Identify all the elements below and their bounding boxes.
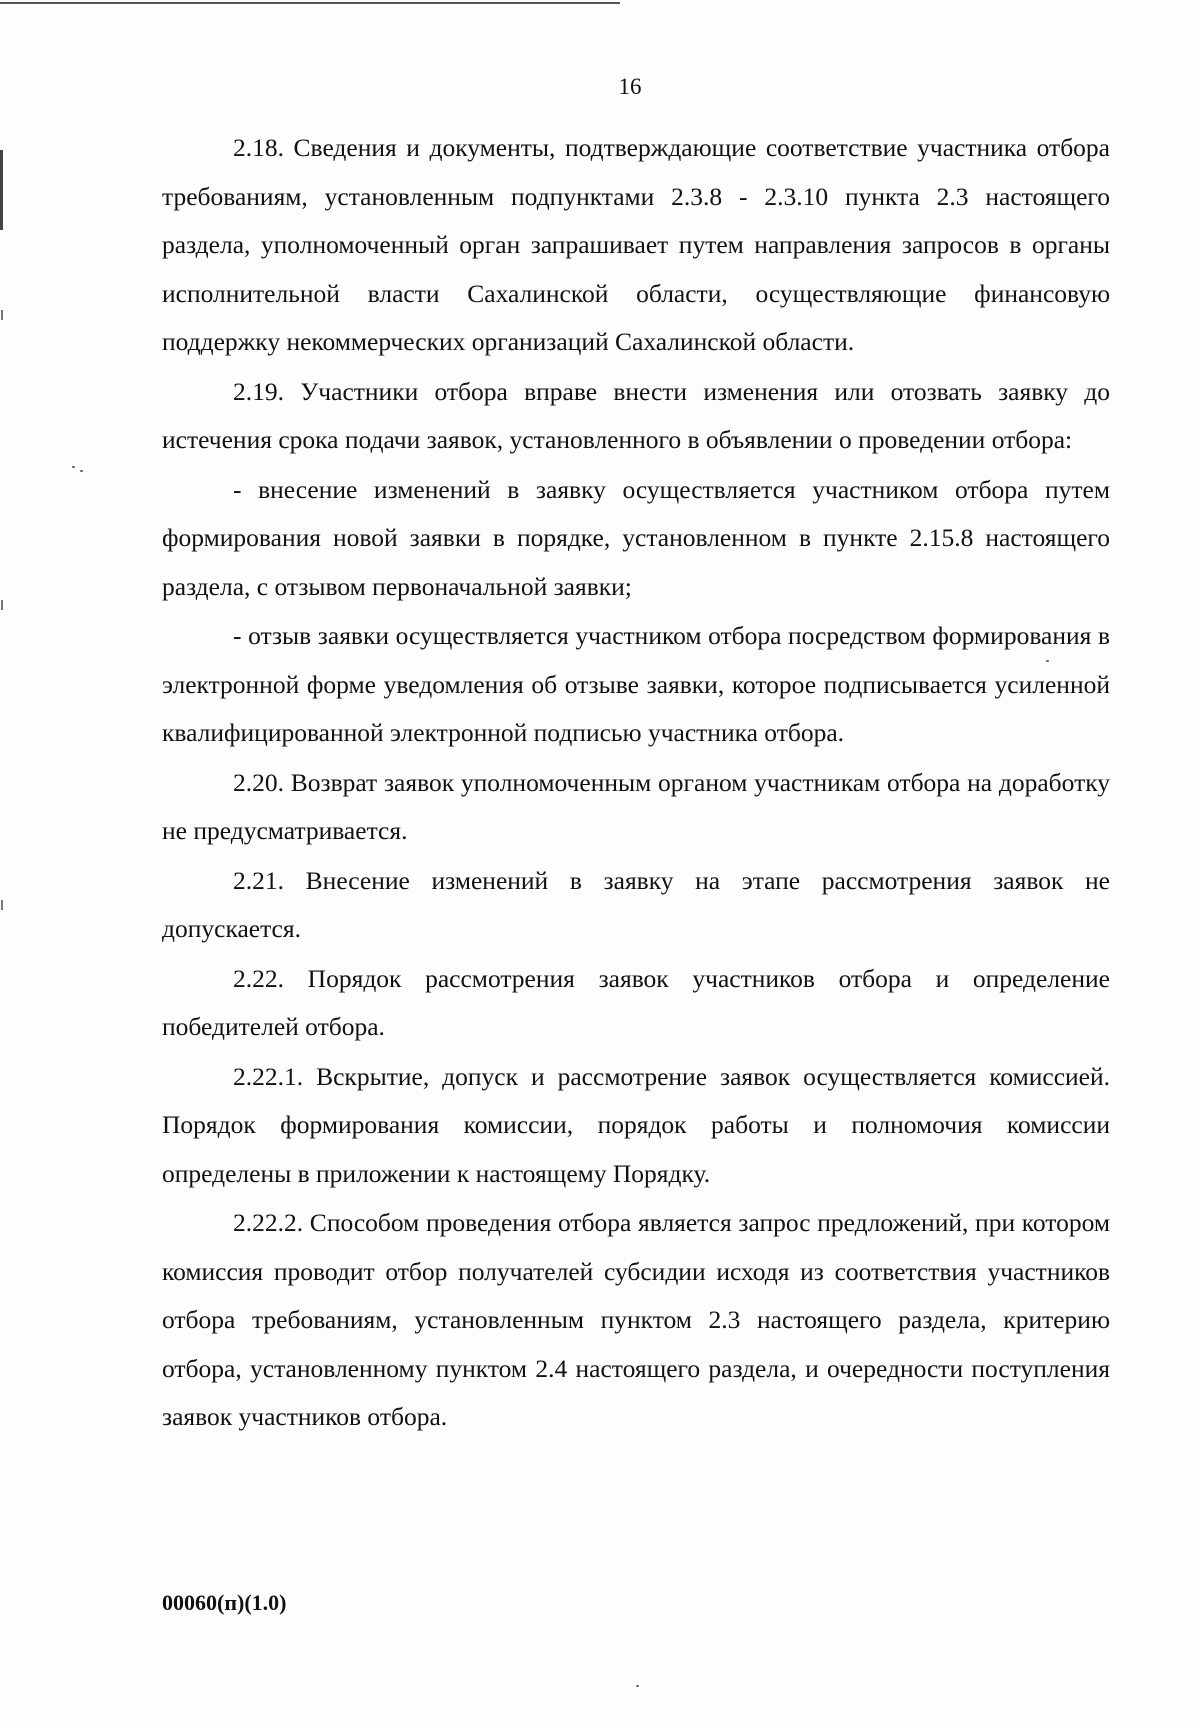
scan-edge-mark (1, 600, 3, 610)
paragraph-2-18: 2.18. Сведения и документы, подтверждающие соответствие участника отбора требованиям, установленным подпунктами 2.3.8 - 2.3.10 пункта 2.3 настоящего раздела, уполномоченный орган запрашивает путем направления запросов в органы исполнительной власти Сахалинской области, осуществляющие финансовую поддержку некоммерческих организаций Сахалинской области. (162, 133, 1110, 356)
paragraph-2-21: 2.21. Внесение изменений в заявку на этапе рассмотрения заявок не допускается. (162, 865, 1110, 943)
list-item-withdrawal: - отзыв заявки осуществляется участником отбора посредством формирования в электронной форме уведомления об отзыве заявки, которое подписывается усиленной квалифицированной электронной подписью участника отбора. (162, 621, 1110, 747)
scan-edge-mark (1, 310, 3, 320)
paragraph-2-19: 2.19. Участники отбора вправе внести изменения или отозвать заявку до истечения срока подачи заявок, установленного в объявлении о проведении отбора: (162, 376, 1110, 454)
document-code: 00060(п)(1.0) (162, 1590, 287, 1615)
document-body (162, 124, 1110, 1443)
paragraph-2-20: 2.20. Возврат заявок уполномоченным органом участникам отбора на доработку не предусматривается. (162, 767, 1110, 845)
paragraph-2-22-2: 2.22.2. Способом проведения отбора является запрос предложений, при котором комиссия проводит отбор получателей субсидии исходя из соответствия участников отбора требованиям, установленным пунктом 2.3 настоящего раздела, критерию отбора, установленному пунктом 2.4 настоящего раздела, и очередности поступления заявок участников отбора. (162, 1208, 1110, 1431)
scan-speck (72, 466, 75, 468)
scan-speck (80, 470, 83, 472)
page-number: 16 (618, 74, 642, 99)
scan-edge-bar (0, 150, 3, 230)
paragraph-2-22: 2.22. Порядок рассмотрения заявок участников отбора и определение победителей отбора. (162, 963, 1110, 1041)
list-item-amendment: - внесение изменений в заявку осуществляется участником отбора путем формирования новой заявки в порядке, установленном в пункте 2.15.8 настоящего раздела, с отзывом первоначальной заявки; (162, 474, 1110, 601)
scan-edge-mark (1, 900, 3, 910)
paragraph-2-22-1: 2.22.1. Вскрытие, допуск и рассмотрение заявок осуществляется комиссией. Порядок формирования комиссии, порядок работы и полномочия комиссии определены в приложении к настоящему Порядку. (162, 1061, 1110, 1188)
scan-speck (636, 1685, 639, 1687)
scan-edge-line (0, 2, 620, 4)
